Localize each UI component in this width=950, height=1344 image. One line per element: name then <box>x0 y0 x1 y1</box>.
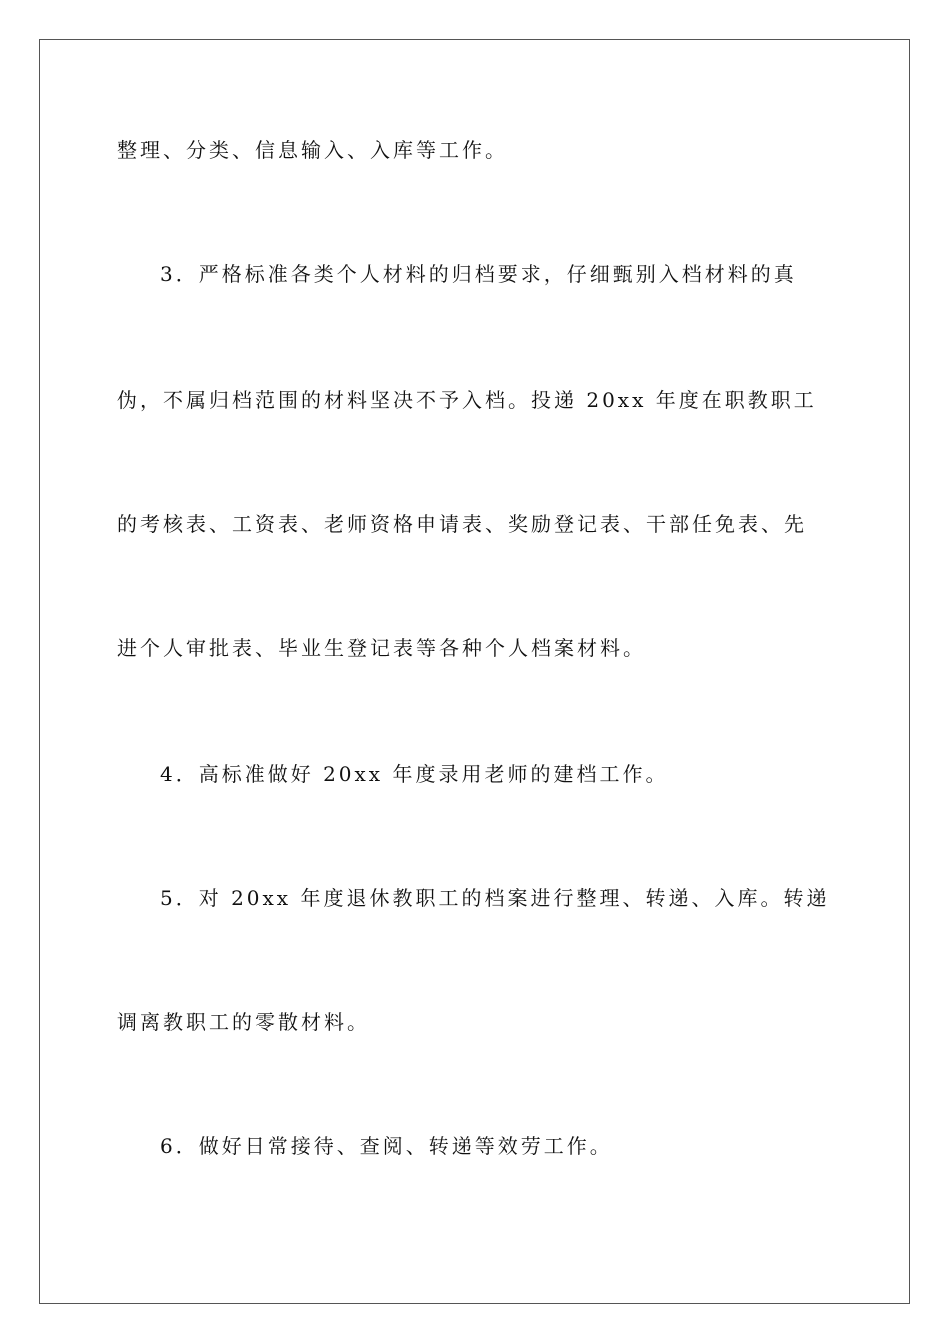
list-item-6: 6．做好日常接待、查阅、转递等效劳工作。 <box>160 1134 613 1158</box>
list-item-3-line-1: 3．严格标准各类个人材料的归档要求，仔细甄别入档材料的真 <box>160 262 797 286</box>
list-item-5-line-1: 5．对 20xx 年度退休教职工的档案进行整理、转递、入库。转递 <box>160 886 830 910</box>
list-item-3-line-4: 进个人审批表、毕业生登记表等各种个人档案材料。 <box>117 636 646 660</box>
page-border <box>39 39 910 1304</box>
text-line: 整理、分类、信息输入、入库等工作。 <box>117 138 508 162</box>
list-item-3-line-3: 的考核表、工资表、老师资格申请表、奖励登记表、干部任免表、先 <box>117 512 807 536</box>
list-item-3-line-2: 伪，不属归档范围的材料坚决不予入档。投递 20xx 年度在职教职工 <box>117 388 817 412</box>
list-item-4: 4．高标准做好 20xx 年度录用老师的建档工作。 <box>160 762 669 786</box>
list-item-5-line-2: 调离教职工的零散材料。 <box>117 1010 370 1034</box>
